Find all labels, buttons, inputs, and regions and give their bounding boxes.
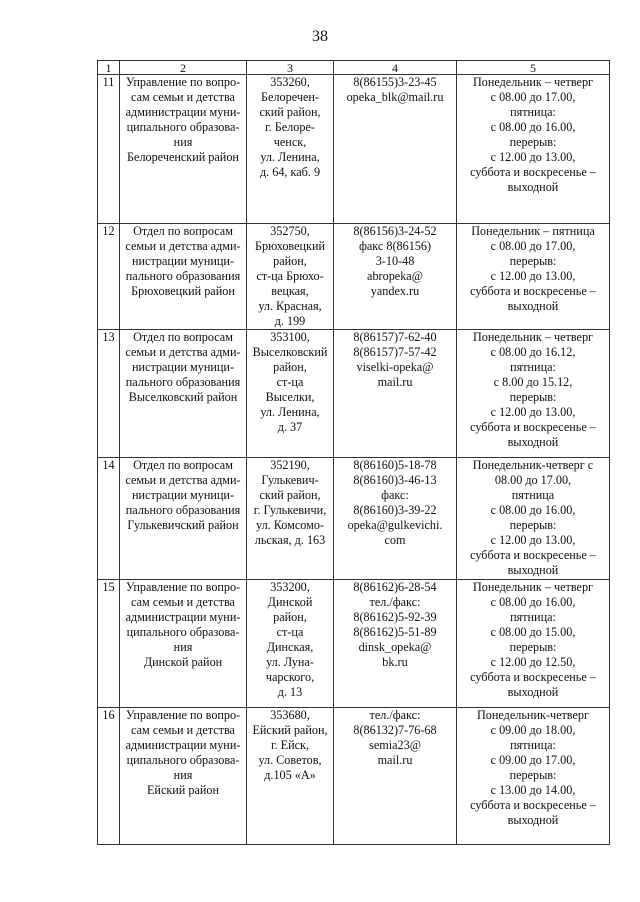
address-line: д. 64, каб. 9 bbox=[259, 165, 321, 179]
address-line: ул. Красная, bbox=[258, 299, 322, 313]
department-name-line: пального образования bbox=[125, 375, 241, 389]
working-hours-line: суббота и воскресенье – bbox=[470, 284, 596, 298]
working-hours-line: суббота и воскресенье – bbox=[470, 798, 596, 812]
contact-line: opeka_blk@mail.ru bbox=[346, 90, 444, 104]
address-line: ул. Луна- bbox=[266, 655, 314, 669]
contact-line: opeka@gulkevichi. bbox=[347, 518, 443, 532]
contact-line: факс 8(86156) bbox=[358, 239, 432, 253]
address-line: д. 199 bbox=[274, 314, 306, 328]
address-line: 353260, bbox=[270, 75, 310, 89]
working-hours-line: Понедельник – четверг bbox=[472, 75, 594, 89]
department-name-line: Отдел по вопросам bbox=[133, 224, 233, 238]
address-cell bbox=[247, 458, 334, 580]
address-line: Выселковский bbox=[252, 345, 328, 359]
row-number: 11 bbox=[98, 75, 120, 224]
row-number: 12 bbox=[98, 224, 120, 330]
working-hours-line: перерыв: bbox=[509, 254, 557, 268]
address-line: чарского, bbox=[265, 670, 315, 684]
working-hours-line: выходной bbox=[507, 813, 559, 827]
working-hours-line: суббота и воскресенье – bbox=[470, 670, 596, 684]
contact-line: 8(86156)3-24-52 bbox=[353, 224, 437, 238]
department-name-line: ния bbox=[173, 768, 193, 782]
address-cell bbox=[247, 330, 334, 458]
address-line: Брюховецкий bbox=[254, 239, 326, 253]
working-hours-line: с 12.00 до 13.00, bbox=[490, 269, 576, 283]
contact-cell bbox=[334, 330, 457, 458]
address-cell bbox=[247, 580, 334, 708]
working-hours-line: выходной bbox=[507, 435, 559, 449]
department-name-line: ципального образова- bbox=[126, 625, 240, 639]
working-hours-line: Понедельник – четверг bbox=[472, 580, 594, 594]
working-hours-line: перерыв: bbox=[509, 640, 557, 654]
working-hours-cell bbox=[457, 458, 610, 580]
working-hours-line: пятница: bbox=[510, 738, 556, 752]
row-number: 15 bbox=[98, 580, 120, 708]
address-line: ул. Комсомо- bbox=[256, 518, 324, 532]
department-name-line: ципального образова- bbox=[126, 753, 240, 767]
working-hours-line: пятница: bbox=[510, 610, 556, 624]
address-line: район, bbox=[273, 610, 307, 624]
working-hours-line: выходной bbox=[507, 299, 559, 313]
contact-line: 8(86132)7-76-68 bbox=[353, 723, 437, 737]
working-hours-line: с 09.00 до 17.00, bbox=[490, 753, 576, 767]
contact-line: 8(86160)3-39-22 bbox=[353, 503, 437, 517]
contact-cell bbox=[334, 580, 457, 708]
working-hours-cell bbox=[457, 75, 610, 224]
department-name-line: сам семьи и детства bbox=[131, 90, 235, 104]
address-cell bbox=[247, 75, 334, 224]
working-hours-line: с 08.00 до 15.00, bbox=[490, 625, 576, 639]
department-name-cell bbox=[120, 580, 247, 708]
working-hours-line: с 08.00 до 16.00, bbox=[490, 503, 576, 517]
table-row bbox=[98, 224, 610, 330]
department-name-line: нистрации муници- bbox=[132, 254, 234, 268]
department-name-line: ния bbox=[173, 135, 193, 149]
department-name-cell bbox=[120, 224, 247, 330]
departments-table bbox=[97, 60, 610, 845]
department-name-line: Гулькевичский район bbox=[127, 518, 239, 532]
department-name-line: ципального образова- bbox=[126, 120, 240, 134]
department-name-line: Динской район bbox=[143, 655, 223, 669]
department-name-line: семьи и детства адми- bbox=[125, 345, 241, 359]
contact-cell bbox=[334, 708, 457, 845]
address-cell bbox=[247, 224, 334, 330]
table-row bbox=[98, 458, 610, 580]
contact-line: mail.ru bbox=[377, 375, 413, 389]
working-hours-line: пятница bbox=[511, 488, 555, 502]
address-line: Динская, bbox=[266, 640, 314, 654]
table-row bbox=[98, 330, 610, 458]
working-hours-line: Понедельник – четверг bbox=[472, 330, 594, 344]
department-name-line: Белореченский район bbox=[127, 150, 239, 164]
working-hours-cell bbox=[457, 580, 610, 708]
address-line: г. Ейск, bbox=[270, 738, 310, 752]
table-row bbox=[98, 75, 610, 224]
address-line: д. 37 bbox=[277, 420, 303, 434]
department-name-line: Ейский район bbox=[146, 783, 220, 797]
contact-line: viselki-opeka@ bbox=[356, 360, 434, 374]
working-hours-line: с 08.00 до 17.00, bbox=[490, 90, 576, 104]
working-hours-line: перерыв: bbox=[509, 390, 557, 404]
working-hours-line: с 12.00 до 13.00, bbox=[490, 150, 576, 164]
department-name-line: сам семьи и детства bbox=[131, 595, 235, 609]
address-line: ский район, bbox=[259, 105, 321, 119]
contact-line: abropeka@ bbox=[367, 269, 423, 283]
contact-line: mail.ru bbox=[377, 753, 413, 767]
address-line: д. 13 bbox=[277, 685, 303, 699]
department-name-cell bbox=[120, 458, 247, 580]
working-hours-line: Понедельник-четверг с bbox=[472, 458, 594, 472]
department-name-line: семьи и детства адми- bbox=[125, 473, 241, 487]
column-header-4: 4 bbox=[334, 61, 457, 75]
contact-line: 8(86160)5-18-78 bbox=[353, 458, 437, 472]
working-hours-cell bbox=[457, 330, 610, 458]
working-hours-cell bbox=[457, 224, 610, 330]
department-name-line: Управление по вопро- bbox=[125, 580, 241, 594]
contact-cell bbox=[334, 458, 457, 580]
address-line: ский район, bbox=[259, 488, 321, 502]
column-header-2: 2 bbox=[120, 61, 247, 75]
working-hours-line: суббота и воскресенье – bbox=[470, 420, 596, 434]
working-hours-line: с 12.00 до 12.50, bbox=[490, 655, 576, 669]
department-name-line: нистрации муници- bbox=[132, 488, 234, 502]
table-row bbox=[98, 708, 610, 845]
contact-line: 8(86162)5-92-39 bbox=[353, 610, 437, 624]
department-name-line: пального образования bbox=[125, 269, 241, 283]
department-name-line: ния bbox=[173, 640, 193, 654]
contact-line: 8(86157)7-57-42 bbox=[353, 345, 437, 359]
contact-line: bk.ru bbox=[382, 655, 408, 669]
working-hours-line: перерыв: bbox=[509, 135, 557, 149]
working-hours-line: выходной bbox=[507, 180, 559, 194]
address-line: льская, д. 163 bbox=[254, 533, 326, 547]
address-line: г. Белоре- bbox=[265, 120, 315, 134]
contact-line: dinsk_opeka@ bbox=[358, 640, 432, 654]
contact-line: тел./факс: bbox=[369, 708, 421, 722]
address-line: вецкая, bbox=[271, 284, 309, 298]
address-line: 353100, bbox=[270, 330, 310, 344]
contact-line: yandex.ru bbox=[370, 284, 420, 298]
column-header-1: 1 bbox=[98, 61, 120, 75]
address-line: Белоречен- bbox=[261, 90, 319, 104]
contact-line: 8(86157)7-62-40 bbox=[353, 330, 437, 344]
column-header-3: 3 bbox=[247, 61, 334, 75]
working-hours-line: пятница: bbox=[510, 360, 556, 374]
column-header-5: 5 bbox=[457, 61, 610, 75]
working-hours-line: выходной bbox=[507, 685, 559, 699]
department-name-line: Выселковский район bbox=[128, 390, 238, 404]
address-line: ул. Ленина, bbox=[260, 150, 320, 164]
working-hours-line: с 13.00 до 14.00, bbox=[490, 783, 576, 797]
address-line: Гулькевич- bbox=[261, 473, 319, 487]
address-line: район, bbox=[273, 254, 307, 268]
department-name-line: семьи и детства адми- bbox=[125, 239, 241, 253]
department-name-cell bbox=[120, 330, 247, 458]
working-hours-line: перерыв: bbox=[509, 518, 557, 532]
department-name-line: сам семьи и детства bbox=[131, 723, 235, 737]
table-row bbox=[98, 580, 610, 708]
address-line: 352190, bbox=[270, 458, 310, 472]
contact-line: semia23@ bbox=[369, 738, 421, 752]
contact-cell bbox=[334, 224, 457, 330]
address-line: ул. Ленина, bbox=[260, 405, 320, 419]
working-hours-line: с 08.00 до 16.12, bbox=[490, 345, 576, 359]
contact-cell bbox=[334, 75, 457, 224]
working-hours-line: Понедельник – пятница bbox=[471, 224, 595, 238]
address-line: ст-ца bbox=[276, 375, 304, 389]
department-name-line: администрации муни- bbox=[125, 610, 241, 624]
contact-line: 3-10-48 bbox=[375, 254, 415, 268]
department-name-line: Отдел по вопросам bbox=[133, 458, 233, 472]
contact-line: com bbox=[384, 533, 406, 547]
working-hours-line: пятница: bbox=[510, 105, 556, 119]
department-name-line: Брюховецкий район bbox=[131, 284, 235, 298]
department-name-line: нистрации муници- bbox=[132, 360, 234, 374]
working-hours-line: с 08.00 до 17.00, bbox=[490, 239, 576, 253]
address-line: ст-ца Брюхо- bbox=[256, 269, 324, 283]
department-name-cell bbox=[120, 708, 247, 845]
working-hours-line: выходной bbox=[507, 563, 559, 577]
contact-line: 8(86162)5-51-89 bbox=[353, 625, 437, 639]
working-hours-line: перерыв: bbox=[509, 768, 557, 782]
contact-line: 8(86160)3-46-13 bbox=[353, 473, 437, 487]
contact-line: 8(86155)3-23-45 bbox=[353, 75, 437, 89]
address-line: ст-ца bbox=[276, 625, 304, 639]
address-line: 353680, bbox=[270, 708, 310, 722]
department-name-cell bbox=[120, 75, 247, 224]
page-number: 38 bbox=[312, 28, 328, 45]
row-number: 16 bbox=[98, 708, 120, 845]
working-hours-line: суббота и воскресенье – bbox=[470, 165, 596, 179]
department-name-line: Отдел по вопросам bbox=[133, 330, 233, 344]
working-hours-line: с 08.00 до 16.00, bbox=[490, 595, 576, 609]
row-number: 14 bbox=[98, 458, 120, 580]
contact-line: факс: bbox=[381, 488, 409, 502]
address-line: 352750, bbox=[270, 224, 310, 238]
department-name-line: Управление по вопро- bbox=[125, 708, 241, 722]
contact-line: 8(86162)6-28-54 bbox=[353, 580, 437, 594]
department-name-line: администрации муни- bbox=[125, 105, 241, 119]
address-cell bbox=[247, 708, 334, 845]
address-line: д.105 «А» bbox=[264, 768, 316, 782]
working-hours-line: с 12.00 до 13.00, bbox=[490, 533, 576, 547]
working-hours-line: Понедельник-четверг bbox=[477, 708, 589, 722]
department-name-line: Управление по вопро- bbox=[125, 75, 241, 89]
department-name-line: администрации муни- bbox=[125, 738, 241, 752]
address-line: ченск, bbox=[273, 135, 307, 149]
working-hours-line: с 8.00 до 15.12, bbox=[493, 375, 573, 389]
address-line: Выселки, bbox=[265, 390, 315, 404]
department-name-line: пального образования bbox=[125, 503, 241, 517]
address-line: район, bbox=[273, 360, 307, 374]
row-number: 13 bbox=[98, 330, 120, 458]
address-line: Ейский район, bbox=[252, 723, 328, 737]
address-line: Динской bbox=[267, 595, 313, 609]
working-hours-line: с 08.00 до 16.00, bbox=[490, 120, 576, 134]
address-line: 353200, bbox=[270, 580, 310, 594]
table-body bbox=[98, 75, 610, 845]
address-line: ул. Советов, bbox=[258, 753, 322, 767]
address-line: г. Гулькевичи, bbox=[253, 503, 327, 517]
working-hours-line: с 12.00 до 13.00, bbox=[490, 405, 576, 419]
working-hours-cell bbox=[457, 708, 610, 845]
working-hours-line: 08.00 до 17.00, bbox=[494, 473, 572, 487]
table-header-row bbox=[98, 61, 610, 75]
contact-line: тел./факс: bbox=[369, 595, 421, 609]
working-hours-line: суббота и воскресенье – bbox=[470, 548, 596, 562]
working-hours-line: с 09.00 до 18.00, bbox=[490, 723, 576, 737]
